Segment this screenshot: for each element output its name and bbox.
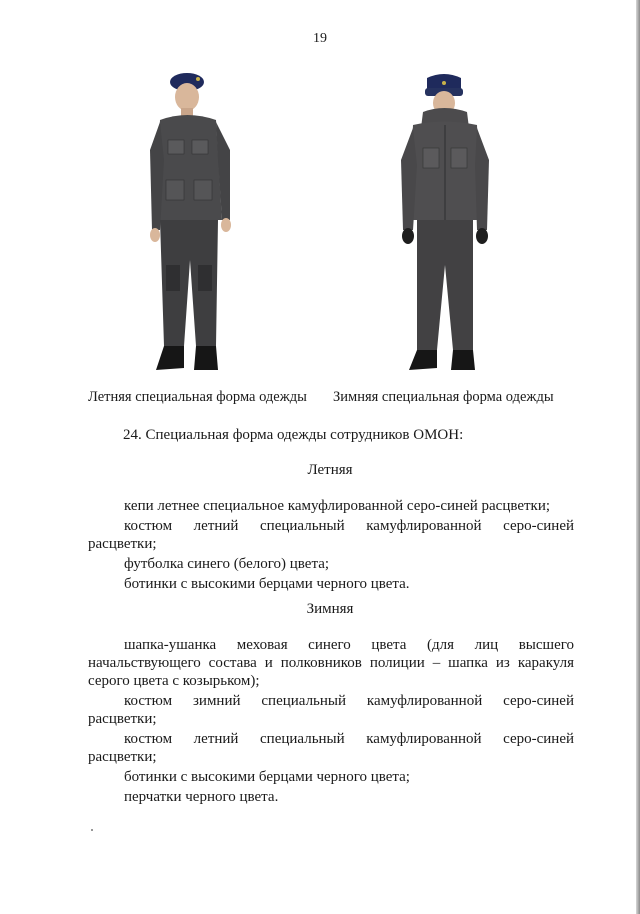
list-item: перчатки черного цвета. [124,789,279,805]
summer-item-list [88,497,574,593]
list-item: футболка синего (белого) цвета; [124,556,330,572]
list-item: кепи летнее специальное камуфлированной серо-синей расцветки; [124,498,551,514]
winter-uniform-illustration [395,70,505,380]
summer-heading: Летняя [307,462,353,478]
winter-uniform-caption: Зимняя специальная форма одежды [333,389,554,405]
winter-item-list [88,636,574,806]
list-item: ботинки с высокими берцами черного цвета. [124,576,410,592]
summer-uniform-caption: Летняя специальная форма одежды [88,389,307,405]
scan-speck [91,829,93,831]
summer-uniform-illustration [140,70,250,380]
winter-heading: Зимняя [306,601,354,617]
list-item: ботинки с высокими берцами черного цвета; [124,769,410,785]
page-edge [636,0,640,914]
list-item: шапка-ушанка меховая синего цвета (для лиц высшего начальствующего состава и полковников полиции – шапка из каракуля серого цвета с козырьком); [88,637,574,689]
section-title: 24. Специальная форма одежды сотрудников ОМОН: [123,427,464,443]
list-item: костюм зимний специальный камуфлированной серо-синей расцветки; [88,693,574,727]
list-item: костюм летний специальный камуфлированной серо-синей расцветки; [88,731,574,765]
page-number: 19 [313,31,327,46]
list-item: костюм летний специальный камуфлированной серо-синей расцветки; [88,518,574,552]
